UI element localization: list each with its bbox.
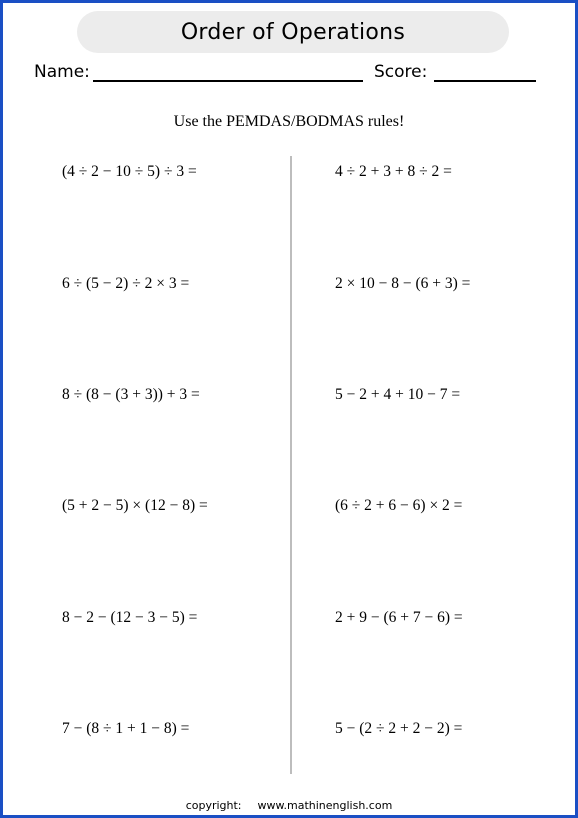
name-answer-line[interactable] <box>93 80 363 82</box>
copyright-label: copyright: <box>185 799 242 812</box>
score-answer-line[interactable] <box>434 80 536 82</box>
worksheet-title: Order of Operations <box>180 19 406 45</box>
problem-right-1: 4 ÷ 2 + 3 + 8 ÷ 2 = <box>335 163 452 180</box>
problem-left-6: 7 − (8 ÷ 1 + 1 − 8) = <box>62 720 190 737</box>
instruction-text: Use the PEMDAS/BODMAS rules! <box>173 113 405 130</box>
problem-left-5: 8 − 2 − (12 − 3 − 5) = <box>62 609 198 626</box>
problem-right-4: (6 ÷ 2 + 6 − 6) × 2 = <box>335 497 463 514</box>
problem-left-1: (4 ÷ 2 − 10 ÷ 5) ÷ 3 = <box>62 163 197 180</box>
problem-right-2: 2 × 10 − 8 − (6 + 3) = <box>335 275 471 292</box>
problem-left-2: 6 ÷ (5 − 2) ÷ 2 × 3 = <box>62 275 190 292</box>
score-label: Score: <box>374 62 428 82</box>
name-label: Name: <box>34 62 90 82</box>
problem-left-4: (5 + 2 − 5) × (12 − 8) = <box>62 497 208 514</box>
website-link[interactable]: www.mathinenglish.com <box>257 799 393 812</box>
problem-right-3: 5 − 2 + 4 + 10 − 7 = <box>335 386 461 403</box>
problem-left-3: 8 ÷ (8 − (3 + 3)) + 3 = <box>62 386 200 403</box>
column-divider <box>290 156 292 774</box>
problem-right-5: 2 + 9 − (6 + 7 − 6) = <box>335 609 463 626</box>
title-banner <box>77 11 509 53</box>
problem-right-6: 5 − (2 ÷ 2 + 2 − 2) = <box>335 720 463 737</box>
copyright-footer <box>3 799 575 812</box>
